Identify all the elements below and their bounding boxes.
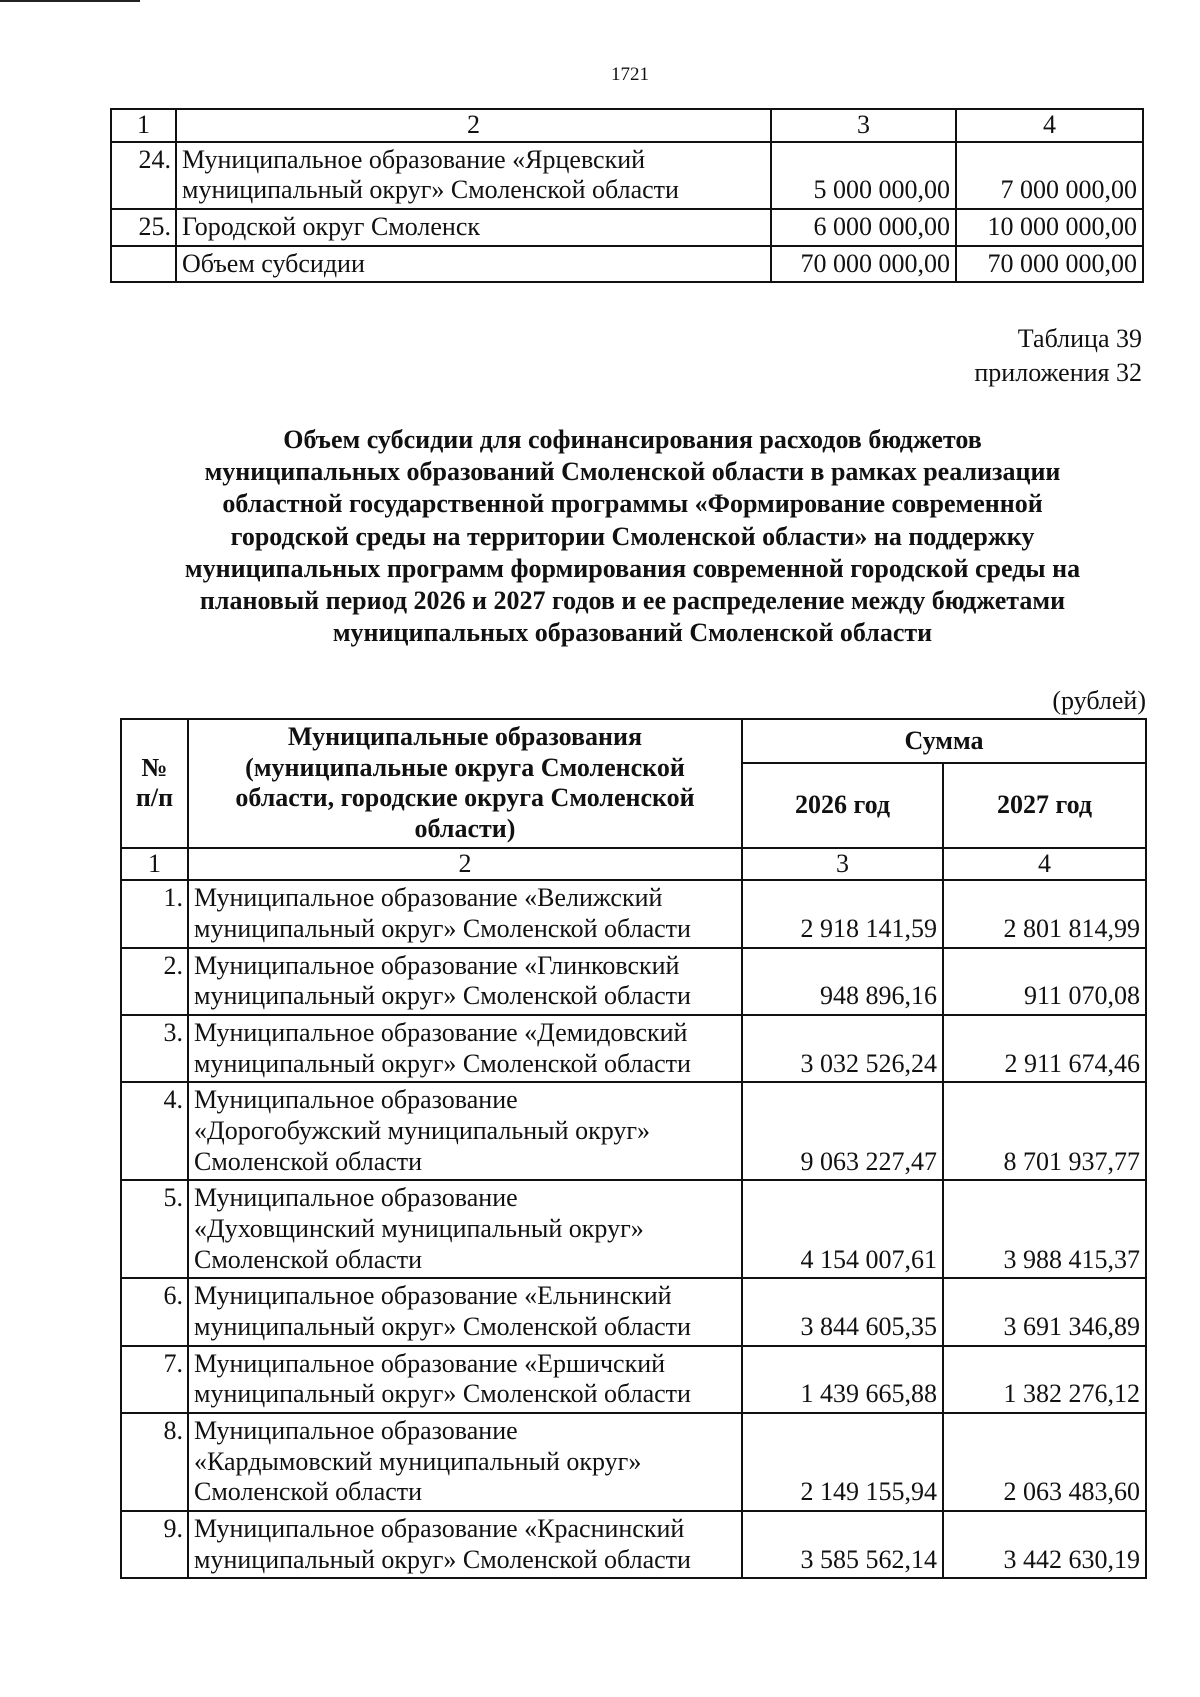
value-2026: 5 000 000,00 [771,142,956,209]
column-number: 4 [956,109,1143,142]
row-name-line: Муниципальное образование «Ершичский [194,1348,666,1378]
page-number: 1721 [611,64,649,85]
total-2027: 70 000 000,00 [956,246,1143,283]
header-num-line: п/п [135,783,174,813]
units-label: (рублей) [1052,686,1146,715]
row-name-line: Муниципальное образование «Демидовский [194,1018,688,1048]
row-name-line: муниципальный округ» Смоленской области [194,981,691,1011]
header-name-line: Муниципальные образования [287,722,643,751]
value-2026: 9 063 227,47 [742,1082,943,1180]
row-number: 5. [121,1180,188,1278]
row-name [188,1015,742,1082]
value-2026: 1 439 665,88 [742,1346,943,1413]
value-2027: 911 070,08 [943,948,1146,1015]
value-2027: 10 000 000,00 [956,209,1143,246]
row-name-line: муниципальный округ» Смоленской области [194,914,691,944]
row-name-line: Муниципальное образование «Глинковский [194,950,680,980]
row-number: 2. [121,948,188,1015]
scan-corner-mark [0,0,140,2]
header-sum: Сумма [742,719,1146,763]
row-name-line: Муниципальное образование «Велижский [194,883,663,913]
row-name [188,1346,742,1413]
value-2027: 1 382 276,12 [943,1346,1146,1413]
row-number: 7. [121,1346,188,1413]
value-2027: 8 701 937,77 [943,1082,1146,1180]
table-row [121,948,1146,1015]
total-num-cell [111,246,176,283]
table-row [121,1346,1146,1413]
value-2027: 3 691 346,89 [943,1278,1146,1345]
table-row [121,1180,1146,1278]
row-name [188,1413,742,1511]
header-num-line: № [141,752,168,782]
row-name-line: Муниципальное образование «Ярцевский [182,144,646,174]
row-name-line: «Духовщинский муниципальный округ» [194,1214,644,1244]
continuation-table [110,108,1144,283]
column-number: 4 [943,848,1146,881]
value-2026: 2 918 141,59 [742,880,943,947]
row-name [176,142,771,209]
row-name [188,1180,742,1278]
value-2027: 2 911 674,46 [943,1015,1146,1082]
value-2026: 3 844 605,35 [742,1278,943,1345]
column-number: 3 [742,848,943,881]
table-row [121,880,1146,947]
row-name [188,948,742,1015]
column-number: 1 [111,109,176,142]
row-number: 25. [111,209,176,246]
title-line: Объем субсидии для софинансирования расходов бюджетов [283,425,982,454]
header-num [121,719,188,848]
value-2027: 3 442 630,19 [943,1511,1146,1578]
value-2026: 3 585 562,14 [742,1511,943,1578]
row-name-line: «Кардымовский муниципальный округ» [194,1446,642,1476]
row-name-line: Муниципальное образование [194,1416,518,1446]
title-line: плановый период 2026 и 2027 годов и ее распределение между бюджетами [199,586,1066,616]
title-line: муниципальных образований Смоленской области [332,618,933,648]
value-2026: 3 032 526,24 [742,1015,943,1082]
total-label: Объем субсидии [176,246,771,283]
value-2026: 948 896,16 [742,948,943,1015]
value-2026: 2 149 155,94 [742,1413,943,1511]
row-number: 9. [121,1511,188,1578]
value-2027: 2 063 483,60 [943,1413,1146,1511]
header-name-line: (муниципальные округа Смоленской [245,752,685,782]
row-name-line: Муниципальное образование [194,1183,518,1213]
value-2027: 3 988 415,37 [943,1180,1146,1278]
row-name-line: Городской округ Смоленск [182,212,480,242]
title-line: городской среды на территории Смоленской области» на поддержку [230,521,1035,551]
value-2027: 2 801 814,99 [943,880,1146,947]
table-row [111,209,1143,246]
row-number: 3. [121,1015,188,1082]
header-name-line: области, городские округа Смоленской [235,783,695,813]
row-number: 24. [111,142,176,209]
row-name [188,1082,742,1180]
table-caption [974,322,1142,390]
table-row [121,1082,1146,1180]
header-2026: 2026 год [742,763,943,847]
row-number: 6. [121,1278,188,1345]
row-name-line: муниципальный округ» Смоленской области [194,1048,691,1078]
value-2026: 6 000 000,00 [771,209,956,246]
value-2027: 7 000 000,00 [956,142,1143,209]
column-number-row [121,848,1146,881]
row-name [188,1511,742,1578]
row-name [188,1278,742,1345]
row-name [176,209,771,246]
title-line: муниципальных программ формирования современной городской среды на [184,553,1081,583]
row-name-line: Смоленской области [194,1477,423,1507]
row-name-line: Муниципальное образование «Ельнинский [194,1281,672,1311]
total-2026: 70 000 000,00 [771,246,956,283]
title-line: областной государственной программы «Формирование современной [222,489,1043,519]
row-name [188,880,742,947]
row-name-line: муниципальный округ» Смоленской области [194,1379,691,1409]
row-number: 4. [121,1082,188,1180]
table-row [121,1511,1146,1578]
column-number: 3 [771,109,956,142]
total-row [111,246,1143,283]
title-line: муниципальных образований Смоленской области в рамках реализации [204,457,1061,487]
header-2027: 2027 год [943,763,1146,847]
table-row [111,142,1143,209]
row-name-line: муниципальный округ» Смоленской области [194,1312,691,1342]
row-name-line: Смоленской области [194,1146,423,1176]
main-table [120,718,1147,1579]
table-row [121,1278,1146,1345]
table-caption-number: Таблица 39 [1017,324,1142,353]
column-number: 2 [176,109,771,142]
row-number: 8. [121,1413,188,1511]
document-title [120,424,1145,650]
column-number: 1 [121,848,188,881]
column-number-row [111,109,1143,142]
row-name-line: Муниципальное образование [194,1085,518,1115]
table-row [121,1015,1146,1082]
row-name-line: «Дорогобужский муниципальный округ» [194,1116,651,1146]
table-row [121,1413,1146,1511]
row-number: 1. [121,880,188,947]
column-number: 2 [188,848,742,881]
value-2026: 4 154 007,61 [742,1180,943,1278]
row-name-line: муниципальный округ» Смоленской области [194,1544,691,1574]
row-name-line: Смоленской области [194,1244,423,1274]
row-name-line: Муниципальное образование «Краснинский [194,1514,685,1544]
row-name-line: муниципальный округ» Смоленской области [182,175,679,205]
header-name-line: области) [414,814,516,844]
header-name [188,719,742,848]
table-caption-appendix: приложения 32 [974,357,1142,387]
